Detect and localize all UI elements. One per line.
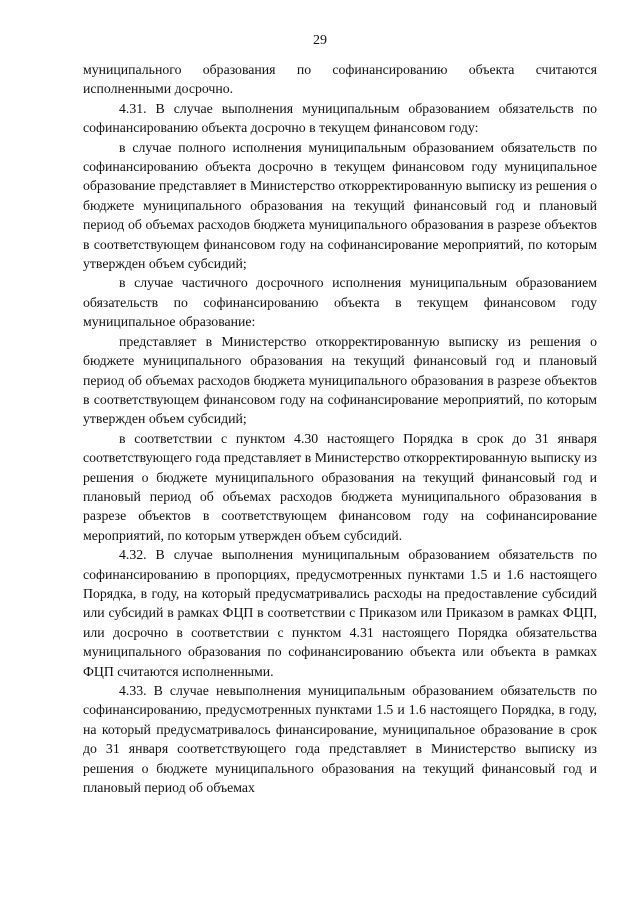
page-number: 29 xyxy=(313,33,327,48)
paragraph-4-31: 4.31. В случае выполнения муниципальным образованием обязательств по софинансированию объекта досрочно в текущем финансовом году: xyxy=(83,100,597,136)
paragraph-4-33: 4.33. В случае невыполнения муниципальным образованием обязательств по софинансированию, предусмотренных пунктами 1.5 и 1.6 настоящего Порядка, в году, на который предусматривалось финансирование, муниципальное образование в срок до 31 января соответствующего года представляет в Министерство выписку из решения о бюджете муниципального образования на текущий финансовый год и плановый период об объемах xyxy=(83,683,597,796)
paragraph-according-to-4-30: в соответствии с пунктом 4.30 настоящего Порядка в срок до 31 января соответствующего года представляет в Министерство откорректированную выписку из решения о бюджете муниципального образования на текущий финансовый год и плановый период об объемах расходов бюджета муниципального образования в разрезе объектов в соответствующем финансовом году на софинансирование мероприятий, по которым утвержден объем субсидий. xyxy=(83,430,597,543)
paragraph-continuation: муниципального образования по софинансированию объекта считаются исполненными досрочно. xyxy=(83,62,597,97)
paragraph-submits-extract: представляет в Министерство откорректированную выписку из решения о бюджете муниципального образования на текущий финансовый год и плановый период об объемах расходов бюджета муниципального образования в разрезе объектов в соответствующем финансовом году на софинансирование мероприятий, по которым утвержден объем субсидий; xyxy=(83,333,597,427)
paragraph-4-32: 4.32. В случае выполнения муниципальным образованием обязательств по софинансированию в пропорциях, предусмотренных пунктами 1.5 и 1.6 настоящего Порядка, в году, на который предусматривались расходы на предоставление субсидий или субсидий в рамках ФЦП в соответствии с Приказом или Приказом в рамках ФЦП, или досрочно в соответствии с пунктом 4.31 настоящего Порядка обязательства муниципального образования по софинансированию объекта или объекта в рамках ФЦП считаются исполненными. xyxy=(83,547,597,679)
paragraph-full-fulfillment: в случае полного исполнения муниципальным образованием обязательств по софинансированию объекта досрочно в текущем финансовом году муниципальное образование представляет в Министерство откорректированную выписку из решения о бюджете муниципального образования на текущий финансовый год и плановый период об объемах расходов бюджета муниципального образования в разрезе объектов в соответствующем финансовом году на софинансирование мероприятий, по которым утвержден объем субсидий; xyxy=(83,139,597,272)
document-body xyxy=(83,60,597,797)
paragraph-partial-fulfillment: в случае частичного досрочного исполнения муниципальным образованием обязательств по софинансированию объекта в текущем финансовом году муниципальное образование: xyxy=(83,275,597,330)
